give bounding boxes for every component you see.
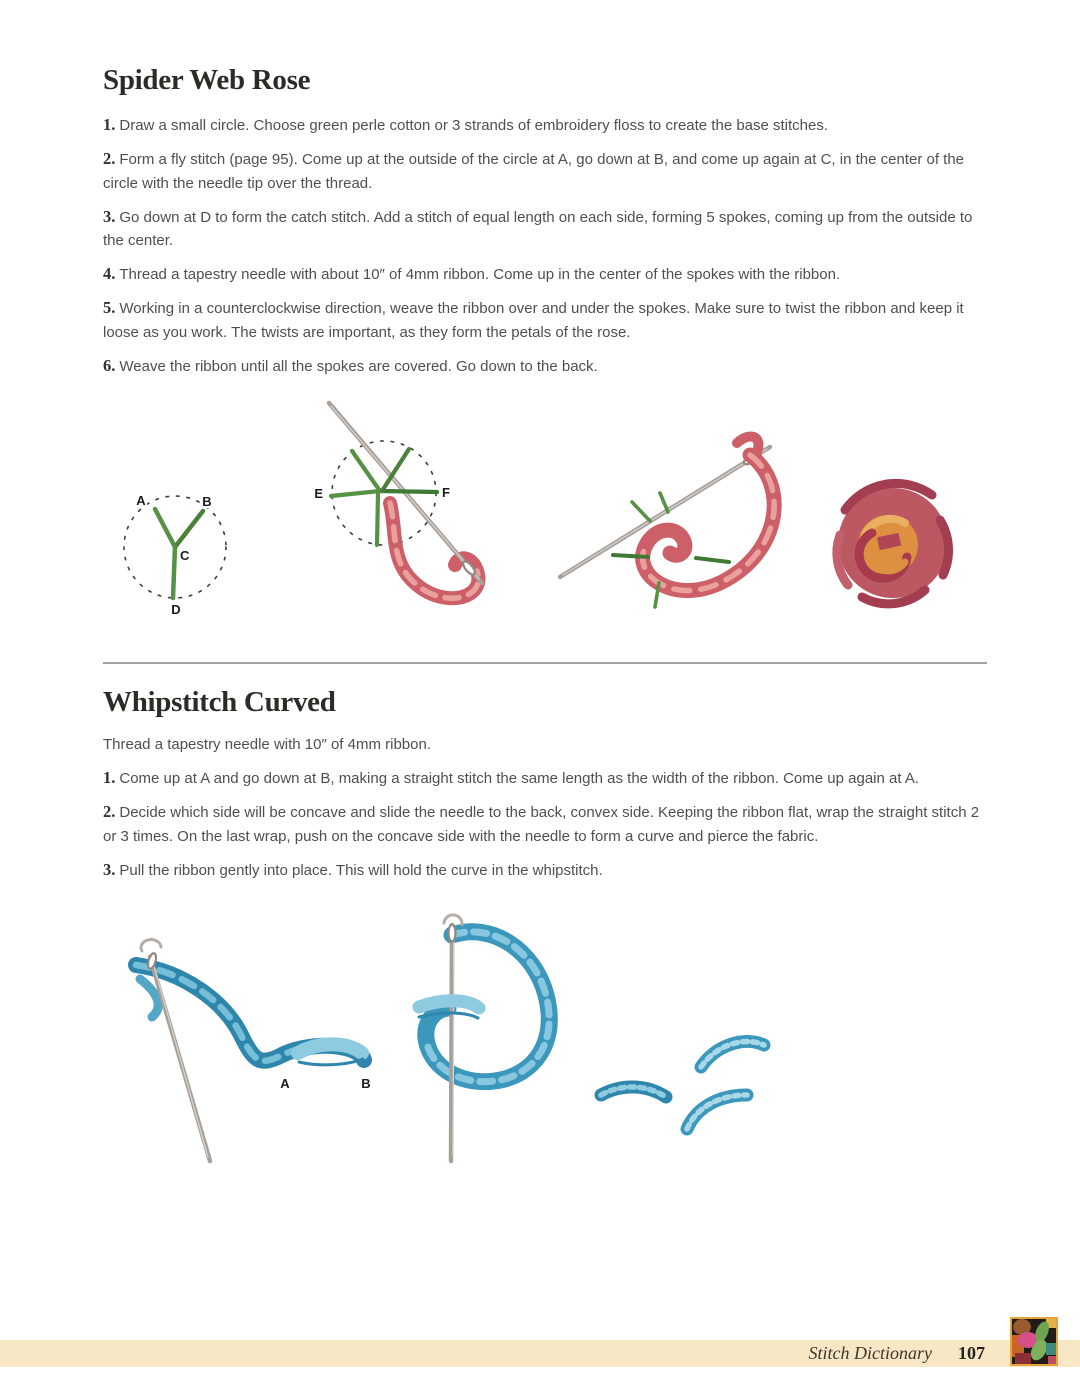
footer xyxy=(0,1340,985,1367)
step-number: 4. xyxy=(103,264,116,283)
step-number: 3. xyxy=(103,859,116,879)
step-paragraph xyxy=(103,858,987,883)
step-text: Go down at D to form the catch stitch. Add a stitch of equal length on each side, forming 5 spokes, coming up from the outside to the center. xyxy=(103,208,973,249)
step-paragraph xyxy=(103,296,987,344)
step-text: Decide which side will be concave and slide the needle to the back, convex side. Keeping the ribbon flat, wrap the straight stitch 2 or 3 times. On the last wrap, push on the concave side with the needle to form a curve and pierce the fabric. xyxy=(103,804,980,845)
step-text: Come up at A and go down at B, making a straight stitch the same length as the width of the ribbon. Come up again at A. xyxy=(119,770,920,787)
spokes-needle-illustration xyxy=(314,403,482,598)
point-label-d: D xyxy=(171,602,181,617)
step-number: 1. xyxy=(103,115,116,134)
step-paragraph xyxy=(103,147,987,195)
step-paragraph xyxy=(103,113,987,138)
step-number: 2. xyxy=(103,149,116,168)
page-title: Whipstitch Curved xyxy=(103,686,336,718)
step-number: 3. xyxy=(103,206,116,226)
intro-paragraph: Thread a tapestry needle with 10″ of 4mm ribbon. xyxy=(103,736,431,753)
weaving-illustration xyxy=(560,437,774,607)
needle-icon xyxy=(451,925,452,1161)
footer-thumbnail-image xyxy=(1010,1317,1058,1366)
step-number: 5. xyxy=(103,298,116,317)
section-divider xyxy=(103,662,987,664)
step-text: Weave the ribbon until all the spokes are covered. Go down to the back. xyxy=(119,357,598,375)
step-number: 2. xyxy=(103,802,116,821)
whipstitch-step2-illustration xyxy=(419,915,549,1161)
step-text: Form a fly stitch (page 95). Come up at the outside of the circle at A, go down at B, and come up again at C, in the center of the circle with the needle tip over the thread. xyxy=(103,151,965,192)
fly-stitch-illustration xyxy=(124,493,226,617)
finished-rose-illustration xyxy=(837,483,949,603)
step-text: Pull the ribbon gently into place. This will hold the curve in the whipstitch. xyxy=(119,861,603,879)
footer-page-number: 107 xyxy=(958,1343,985,1363)
step-text: Thread a tapestry needle with about 10″ of 4mm ribbon. Come up in the center of the spokes with the ribbon. xyxy=(119,266,841,283)
spider-web-rose-illustrations xyxy=(0,385,1080,650)
step-paragraph xyxy=(103,354,987,379)
point-label-f: F xyxy=(442,485,450,500)
point-label-a: A xyxy=(136,493,146,508)
step-paragraph xyxy=(103,262,987,287)
page-title: Spider Web Rose xyxy=(103,64,311,96)
section-spider-web-rose xyxy=(103,63,987,388)
step-text: Working in a counterclockwise direction, weave the ribbon over and under the spokes. Make sure to twist the ribbon and keep it loose as you work. The twists are important, as they form the petals of the rose. xyxy=(103,300,964,341)
section-whipstitch-curved xyxy=(103,685,987,892)
step-paragraph xyxy=(103,800,987,848)
step-number: 6. xyxy=(103,355,116,375)
step-text: Draw a small circle. Choose green perle cotton or 3 strands of embroidery floss to create the base stitches. xyxy=(119,117,829,134)
point-label-b: B xyxy=(361,1076,371,1091)
point-label-e: E xyxy=(314,486,323,501)
point-label-a: A xyxy=(280,1076,290,1091)
point-label-c: C xyxy=(180,548,190,563)
point-label-b: B xyxy=(202,494,212,509)
whipstitch-curved-illustrations xyxy=(0,895,1080,1185)
step-paragraph xyxy=(103,766,987,791)
whipstitch-step3-illustration xyxy=(601,1042,764,1129)
step-paragraph xyxy=(103,205,987,253)
footer-section-name: Stitch Dictionary xyxy=(808,1343,932,1363)
step-number: 1. xyxy=(103,768,116,787)
whipstitch-step1-illustration xyxy=(136,940,371,1161)
